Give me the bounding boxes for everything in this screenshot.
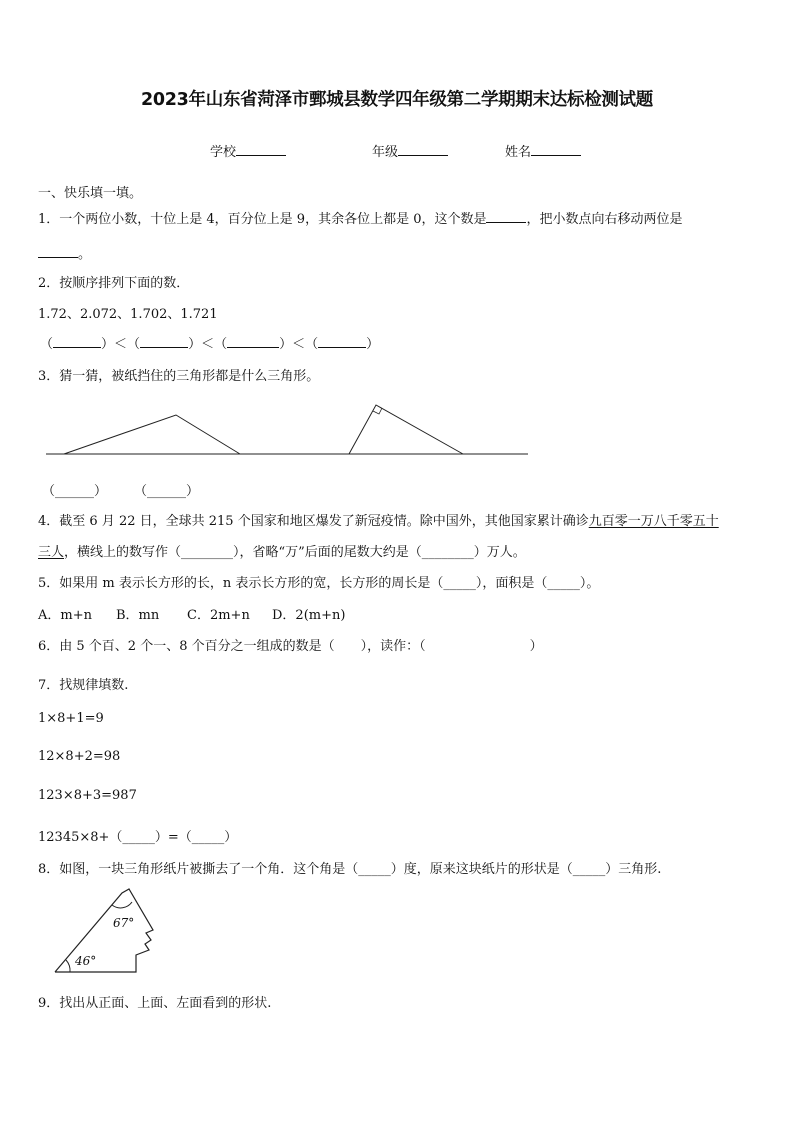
q4-underlined-number-end: 三人 xyxy=(38,545,65,560)
question-5-stem: 5．如果用 m 表示长方形的长，n 表示长方形的宽，长方形的周长是（_____），面积是（_____）。 xyxy=(38,576,600,591)
page-title: 2023年山东省菏泽市鄄城县数学四年级第二学期期末达标检测试题 xyxy=(141,90,653,110)
paren-open: （ xyxy=(214,337,228,352)
question-2-numbers: 1.72、2.072、1.702、1.721 xyxy=(38,307,218,322)
angle-label-46: 46° xyxy=(75,954,97,968)
paren-close: ） xyxy=(279,337,293,352)
q4-underlined-number: 九百零一万八千零五十 xyxy=(588,514,719,529)
question-2-stem: 2．按顺序排列下面的数． xyxy=(38,276,190,291)
q7-row-1: 1×8+1=9 xyxy=(38,711,104,726)
q4-text-b: ，横线上的数写作（________），省略“万”后面的尾数大约是（________）万人。 xyxy=(64,545,526,560)
top-angle-arc xyxy=(112,902,132,908)
paren-close: ） xyxy=(188,337,202,352)
q1-text-end: 。 xyxy=(78,247,92,262)
paren-close: ） xyxy=(366,337,380,352)
paren-open: （ xyxy=(40,337,54,352)
less-than: ＜ xyxy=(114,337,128,352)
q6-text-b: ），读作：（ xyxy=(360,639,426,654)
question-9-stem: 9．找出从正面、上面、左面看到的形状. xyxy=(38,996,272,1011)
paren-open: （ xyxy=(305,337,319,352)
q1-text-b: ，把小数点向右移动两位是 xyxy=(526,212,683,227)
q5-option-a[interactable]: A．m+n xyxy=(38,608,92,623)
question-8-stem: 8．如图，一块三角形纸片被撕去了一个角．这个角是（_____）度，原来这块纸片的形状是（_____）三角形. xyxy=(38,862,662,877)
q4-text-a: 4．截至 6 月 22 日，全球共 215 个国家和地区爆发了新冠疫情。除中国外，其他国家累计确诊 xyxy=(38,514,589,529)
q7-answer-row[interactable]: 12345×8+（_____）=（_____） xyxy=(38,830,238,845)
q6-text-c: ） xyxy=(529,639,543,654)
q5-option-d[interactable]: D．2(m+n) xyxy=(272,608,346,623)
q3-answer-1[interactable]: （______） xyxy=(42,484,108,499)
paren-close: ） xyxy=(101,337,115,352)
name-label: 姓名 xyxy=(505,145,532,160)
q3-answer-2[interactable]: （______） xyxy=(134,484,200,499)
grade-label: 年级 xyxy=(372,145,399,160)
bottom-angle-arc xyxy=(66,960,70,972)
q7-row-2: 12×8+2=98 xyxy=(38,749,121,764)
question-3-stem: 3．猜一猜，被纸挡住的三角形都是什么三角形。 xyxy=(38,369,320,384)
question-7-stem: 7．找规律填数. xyxy=(38,678,129,693)
section-heading: 一、快乐填一填。 xyxy=(38,186,143,201)
q1-text-a: 1．一个两位小数，十位上是 4，百分位上是 9，其余各位上都是 0，这个数是 xyxy=(38,212,487,227)
paren-open: （ xyxy=(127,337,141,352)
q5-option-c[interactable]: C．2m+n xyxy=(187,608,250,623)
less-than: ＜ xyxy=(292,337,306,352)
torn-triangle-outline xyxy=(55,889,153,972)
less-than: ＜ xyxy=(201,337,215,352)
q7-row-3: 123×8+3=987 xyxy=(38,788,137,803)
q5-option-b[interactable]: B．mn xyxy=(116,608,160,623)
school-label: 学校 xyxy=(210,145,237,160)
q6-text-a: 6．由 5 个百、2 个一、8 个百分之一组成的数是（ xyxy=(38,639,335,654)
angle-label-67: 67° xyxy=(113,916,135,930)
